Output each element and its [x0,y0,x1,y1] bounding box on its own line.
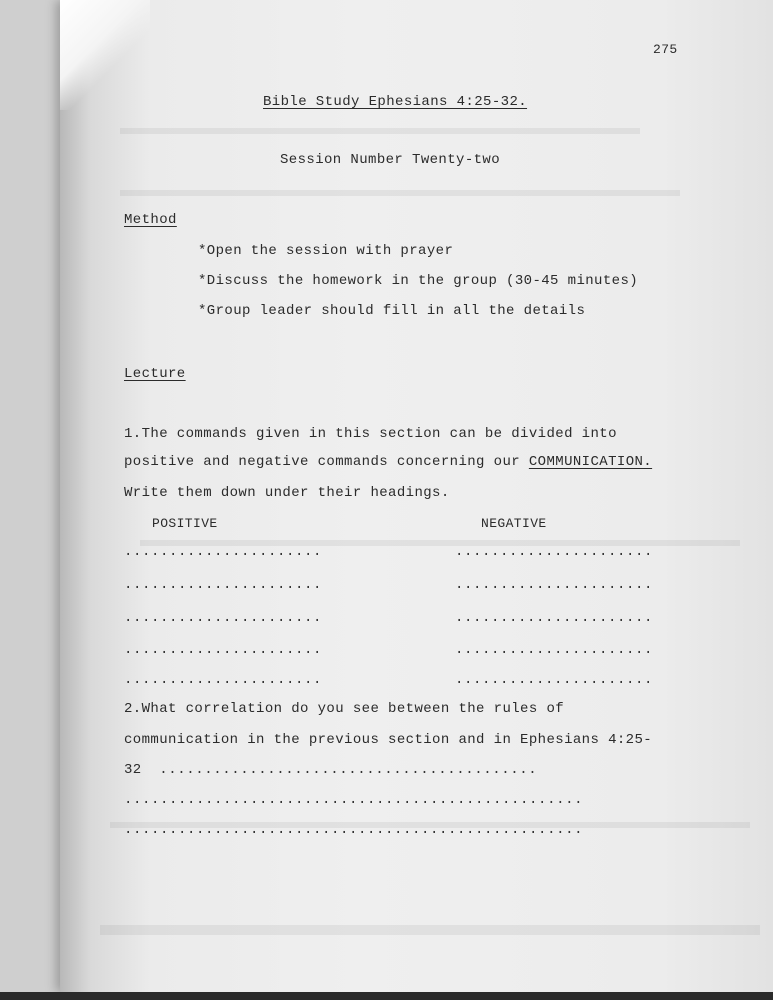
negative-blank[interactable]: ...................... [455,544,654,560]
negative-label: NEGATIVE [481,516,547,531]
question-2-line: communication in the previous section and in Ephesians 4:25- [124,732,653,748]
question-2-ref-end: 32 [124,762,142,778]
answer-blank[interactable]: .......................................... [159,762,538,778]
question-1-line: 1.The commands given in this section can be divided into [124,426,617,442]
negative-blank[interactable]: ...................... [455,642,654,658]
question-2-line [124,762,537,778]
positive-label: POSITIVE [152,516,218,531]
method-item: *Discuss the homework in the group (30-45 minutes) [198,273,639,289]
answer-blank[interactable]: ................................................... [124,822,584,838]
positive-blank[interactable]: ...................... [124,544,323,560]
lecture-heading: Lecture [124,366,186,382]
question-1-line [124,454,652,470]
bleed-through [100,925,760,935]
scanner-edge [0,992,773,1000]
answer-blank[interactable]: ................................................... [124,792,584,808]
question-2-line: 2.What correlation do you see between the rules of [124,701,565,717]
positive-blank[interactable]: ...................... [124,672,323,688]
folded-corner [60,0,150,110]
method-item: *Group leader should fill in all the details [198,303,586,319]
negative-blank[interactable]: ...................... [455,672,654,688]
positive-blank[interactable]: ...................... [124,610,323,626]
communication-emphasis: COMMUNICATION. [528,454,653,470]
negative-blank[interactable]: ...................... [455,610,654,626]
negative-blank[interactable]: ...................... [455,577,654,593]
question-1-line: Write them down under their headings. [124,485,450,501]
method-heading: Method [124,212,177,228]
positive-blank[interactable]: ...................... [124,642,323,658]
session-number: Session Number Twenty-two [280,152,501,168]
page-number: 275 [653,42,678,57]
question-1-text: positive and negative commands concerning our [124,454,529,470]
method-item: *Open the session with prayer [198,243,454,259]
bleed-through [120,128,640,134]
page-title: Bible Study Ephesians 4:25-32. [263,94,528,110]
bleed-through [120,190,680,196]
document-page [60,0,773,992]
positive-blank[interactable]: ...................... [124,577,323,593]
